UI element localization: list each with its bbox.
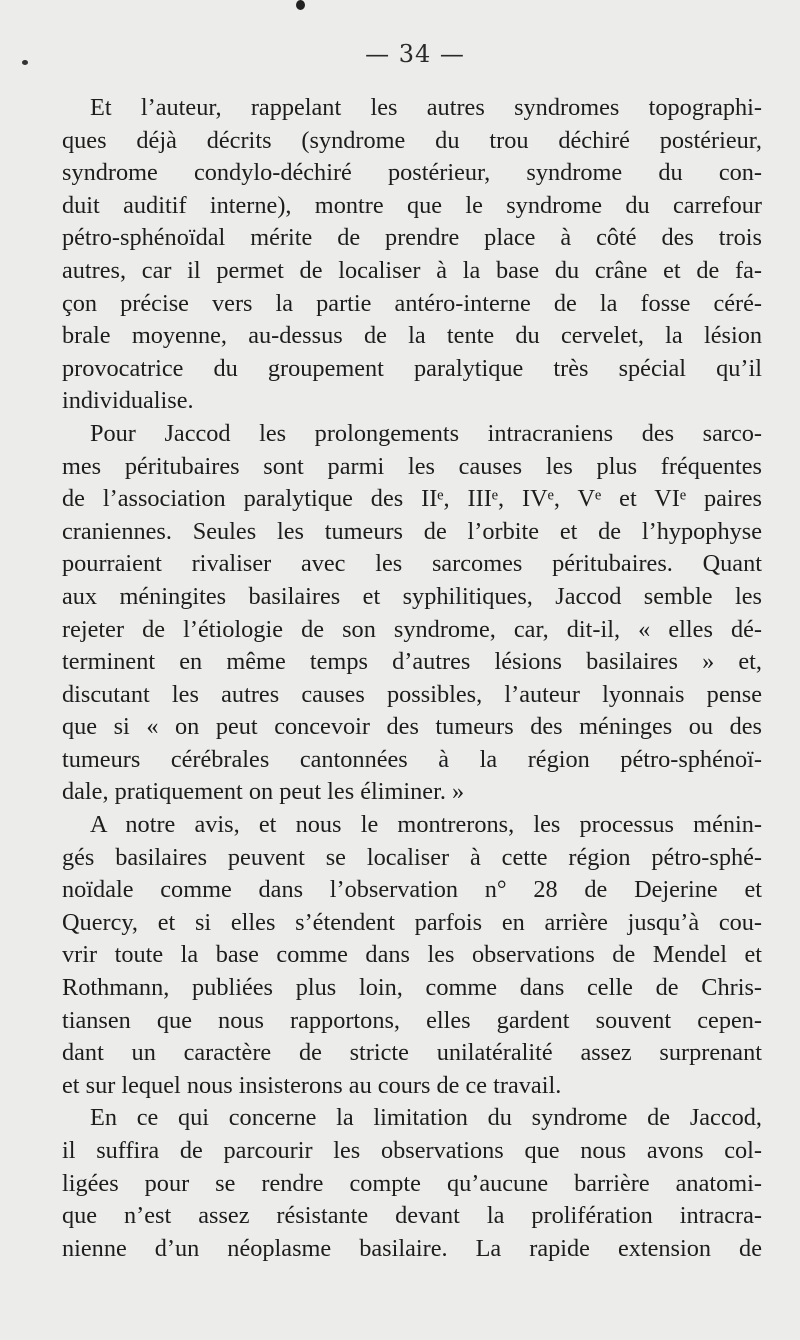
text-line: individualise. (62, 387, 194, 415)
text-line: de l’association paralytique des IIᵉ, IIIᵉ, IVᵉ, Vᵉ et VIᵉ paires (62, 485, 762, 513)
paragraph (62, 809, 762, 1102)
ink-speck-top (296, 0, 305, 10)
text-line: mes péritubaires sont parmi les causes les plus fréquentes (62, 452, 762, 480)
text-line: autres, car il permet de localiser à la base du crâne et de fa- (62, 256, 762, 284)
body-text (62, 92, 762, 1265)
text-line: Quercy, et si elles s’étendent parfois en arrière jusqu’à cou- (62, 908, 762, 936)
text-line: tiansen que nous rapportons, elles gardent souvent cepen- (62, 1006, 762, 1034)
text-line: vrir toute la base comme dans les observations de Mendel et (62, 941, 762, 969)
text-line: noïdale comme dans l’observation n° 28 de Dejerine et (62, 876, 762, 904)
text-line: terminent en même temps d’autres lésions basilaires » et, (62, 648, 762, 676)
text-line: que n’est assez résistante devant la prolifération intracra- (62, 1202, 762, 1230)
text-line: ligées pour se rendre compte qu’aucune barrière anatomi- (62, 1169, 762, 1197)
text-line: çon précise vers la partie antéro-interne de la fosse céré- (62, 289, 762, 317)
text-line: nienne d’un néoplasme basilaire. La rapide extension de (62, 1234, 762, 1262)
text-line: En ce qui concerne la limitation du syndrome de Jaccod, (90, 1104, 762, 1132)
paragraph (62, 418, 762, 809)
text-line: tumeurs cérébrales cantonnées à la région pétro-sphénoï- (62, 745, 762, 773)
text-line: discutant les autres causes possibles, l’auteur lyonnais pense (62, 680, 762, 708)
text-line: ques déjà décrits (syndrome du trou déchiré postérieur, (62, 126, 762, 154)
text-line: Et l’auteur, rappelant les autres syndromes topographi- (90, 94, 762, 121)
text-line: gés basilaires peuvent se localiser à cette région pétro-sphé- (62, 843, 762, 871)
text-line: syndrome condylo-déchiré postérieur, syndrome du con- (62, 159, 762, 187)
text-line: et sur lequel nous insisterons au cours de ce travail. (62, 1071, 562, 1099)
text-line: duit auditif interne), montre que le syndrome du carrefour (62, 191, 762, 219)
text-line: pétro-sphénoïdal mérite de prendre place à côté des trois (62, 224, 762, 252)
text-line: brale moyenne, au-dessus de la tente du cervelet, la lésion (62, 322, 762, 350)
text-line: il suffira de parcourir les observations que nous avons col- (62, 1137, 762, 1164)
text-line: craniennes. Seules les tumeurs de l’orbite et de l’hypophyse (62, 517, 762, 545)
text-line: que si « on peut concevoir des tumeurs des méninges ou des (62, 713, 762, 741)
text-line: Rothmann, publiées plus loin, comme dans celle de Chris- (62, 974, 762, 1002)
paragraph (62, 1102, 762, 1265)
text-line: pourraient rivaliser avec les sarcomes péritubaires. Quant (62, 550, 762, 578)
paragraph (62, 92, 762, 418)
text-line: Pour Jaccod les prolongements intracraniens des sarco- (90, 419, 762, 447)
text-line: A notre avis, et nous le montrerons, les processus ménin- (90, 811, 762, 839)
text-line: aux méningites basilaires et syphilitiques, Jaccod semble les (62, 582, 762, 610)
page-number: — 34 — (365, 40, 465, 68)
text-line: dant un caractère de stricte unilatéralité assez surprenant (62, 1039, 762, 1067)
text-line: rejeter de l’étiologie de son syndrome, car, dit-il, « elles dé- (62, 615, 762, 643)
text-line: dale, pratiquement on peut les éliminer. » (62, 778, 465, 806)
text-line: provocatrice du groupement paralytique très spécial qu’il (62, 354, 762, 382)
